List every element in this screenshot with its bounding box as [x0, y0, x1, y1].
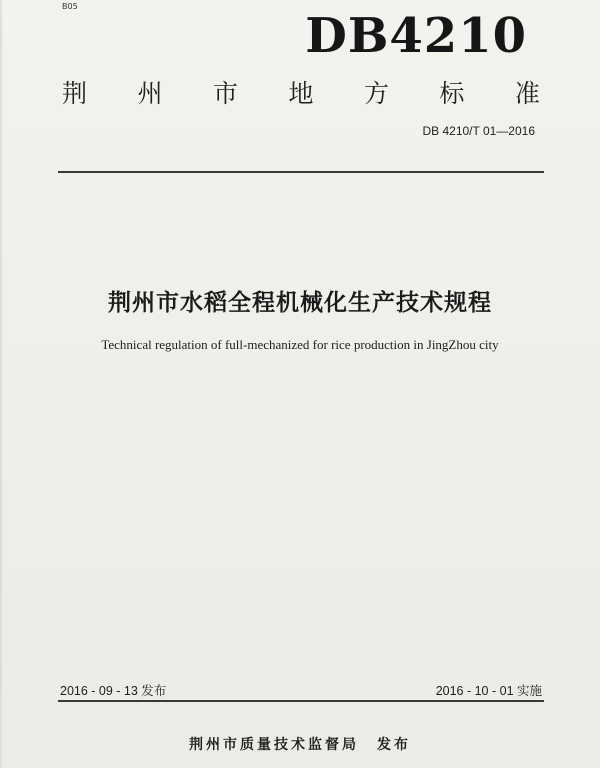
scan-edge [0, 0, 3, 768]
issuer-line [0, 734, 600, 754]
standard-type-char: 荆 [62, 79, 88, 108]
standard-type-char: 地 [288, 79, 314, 108]
standard-number: DB 4210/T 01—2016 [422, 124, 535, 138]
document-title-english: Technical regulation of full-mechanized for rice production in JingZhou city [101, 337, 499, 352]
issuer-name: 荆州市质量技术监督局 [189, 737, 359, 753]
standard-type-char: 方 [363, 79, 389, 108]
header-divider [58, 171, 544, 173]
footer-divider [58, 700, 544, 702]
standard-type-char: 州 [137, 79, 163, 108]
issue-date: 2016 - 09 - 13 发布 [60, 684, 167, 698]
classification-code: B05 [62, 2, 78, 11]
standard-type-char: 准 [514, 79, 540, 108]
standard-code: DB4210 [305, 8, 527, 64]
standard-type-char: 市 [212, 79, 238, 108]
standard-type [62, 74, 540, 110]
issuer-action: 发布 [377, 737, 411, 753]
document-title-chinese: 荆州市水稻全程机械化生产技术规程 [108, 290, 492, 316]
implementation-date: 2016 - 10 - 01 实施 [435, 684, 542, 698]
standard-type-char: 标 [439, 79, 465, 108]
